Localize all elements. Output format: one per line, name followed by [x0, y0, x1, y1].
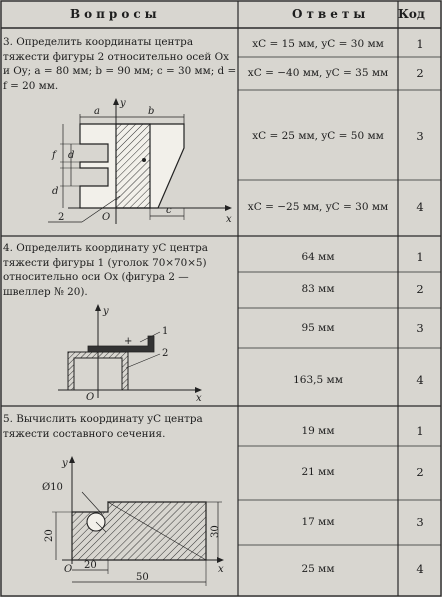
q3-dim-f: f [52, 150, 56, 161]
q4-answer-4: 163,5 мм [293, 374, 343, 386]
q5-figure [22, 446, 232, 594]
q3-y-label: y [120, 98, 126, 109]
q5-answer-2: 21 мм [301, 466, 335, 478]
q5-answer-1: 19 мм [301, 425, 335, 437]
q3-answer-3: xC = 25 мм, yC = 50 мм [252, 130, 384, 142]
q3-dim-a: a [94, 106, 100, 117]
q3-dim-b: b [148, 106, 155, 117]
question-4-text: 4. Определить координату yC центра тяжести фигуры 1 (уголок 70×70×5) относительно оси Ox (фигура 2 — швеллер № 20). [3, 242, 208, 298]
q4-code-2: 2 [416, 282, 424, 296]
q4-answer-2: 83 мм [301, 283, 335, 295]
question-5-text: 5. Вычислить координату yC центра тяжести составного сечения. [3, 413, 203, 440]
q4-answer-3: 95 мм [301, 322, 335, 334]
q4-label-2: 2 [162, 348, 169, 359]
q5-answer-3: 17 мм [301, 516, 335, 528]
q3-code-3: 3 [416, 129, 424, 143]
q4-label-1: 1 [162, 326, 169, 337]
q3-origin-label: O [102, 212, 111, 223]
q5-code-1: 1 [416, 424, 424, 438]
q5-code-2: 2 [416, 465, 424, 479]
q4-code-3: 3 [416, 321, 424, 335]
q3-dim-d-top: d [68, 150, 75, 161]
q3-dim-c: c [166, 205, 172, 216]
q3-code-4: 4 [416, 200, 424, 214]
q4-y-label: y [103, 306, 109, 317]
q3-figure-number: 2 [58, 212, 65, 223]
q3-dim-d-bottom: d [52, 186, 59, 197]
q4-answer-1: 64 мм [301, 251, 335, 263]
header-answers: Ответы [292, 7, 370, 21]
q3-code-1: 1 [416, 37, 424, 51]
q4-code-1: 1 [416, 250, 424, 264]
q3-answer-2: xC = −40 мм, yC = 35 мм [247, 67, 389, 79]
q5-dim-diameter: Ø10 [42, 482, 63, 493]
q5-dim-20-left: 20 [44, 529, 55, 542]
svg-text:+: + [124, 336, 133, 347]
q5-x-label: x [218, 564, 224, 575]
header-questions: Вопросы [70, 7, 161, 21]
q5-answer-4: 25 мм [301, 563, 335, 575]
q3-code-2: 2 [416, 66, 424, 80]
q5-dim-20-bottom: 20 [84, 560, 97, 571]
q3-answer-1: xC = 15 мм, yC = 30 мм [252, 38, 384, 50]
q4-code-4: 4 [416, 373, 424, 387]
q4-x-label: x [196, 393, 202, 402]
q5-dim-50: 50 [136, 572, 149, 583]
header-code: Код [398, 7, 425, 21]
q4-origin-label: O [86, 392, 95, 402]
q5-code-3: 3 [416, 515, 424, 529]
q5-dim-30: 30 [210, 525, 221, 538]
q4-figure [40, 302, 220, 402]
q3-figure [8, 96, 236, 232]
q3-x-label: x [226, 214, 232, 225]
q5-origin-label: O [64, 564, 73, 575]
q5-code-4: 4 [416, 562, 424, 576]
q5-y-label: y [62, 458, 68, 469]
question-3-text: 3. Определить координаты центра тяжести фигуры 2 относительно осей Ox и Oy; a = 80 мм; b = 90 мм; c = 30 мм; d = f = 20 мм. [3, 36, 237, 92]
q3-answer-4: xC = −25 мм, yC = 30 мм [247, 201, 389, 213]
table-header [0, 0, 442, 28]
